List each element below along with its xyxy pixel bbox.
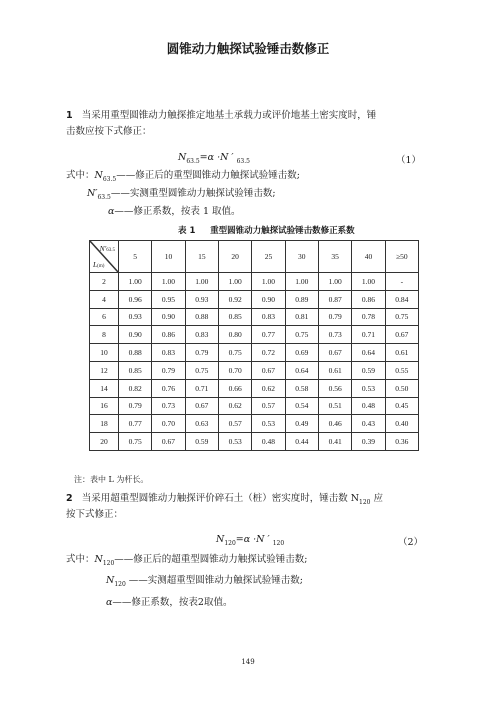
table-caption: 表 1 重型圆锥动力触探试验锤击数修正系数 bbox=[178, 226, 355, 236]
equation-number-1: （1） bbox=[396, 155, 422, 166]
coefficient-cell: 0.53 bbox=[352, 379, 385, 397]
coefficient-cell: 0.43 bbox=[352, 415, 385, 433]
coefficient-cell: 0.75 bbox=[218, 344, 251, 362]
coefficient-cell: 1.00 bbox=[152, 273, 185, 291]
table-row bbox=[90, 273, 419, 291]
coefficient-cell: 1.00 bbox=[318, 273, 351, 291]
coefficient-cell: 0.55 bbox=[385, 361, 418, 379]
formula-1: $N_{63.5}=\alpha \cdot N$ ′ $_{63.5}$ bbox=[178, 152, 250, 165]
table-row bbox=[90, 344, 419, 362]
column-header: 20 bbox=[218, 241, 251, 273]
coefficient-cell: 0.90 bbox=[252, 290, 285, 308]
rod-length-cell: 10 bbox=[90, 344, 119, 362]
coefficient-cell: 0.49 bbox=[285, 415, 318, 433]
column-header: 10 bbox=[152, 241, 185, 273]
section-1-number: 1 bbox=[66, 110, 73, 121]
table-row bbox=[90, 326, 419, 344]
coefficient-cell: 0.61 bbox=[318, 361, 351, 379]
coefficient-cell: 0.70 bbox=[152, 415, 185, 433]
page-title: 圆锥动力触探试验锤击数修正 bbox=[166, 41, 330, 56]
coefficient-cell: 0.93 bbox=[119, 308, 152, 326]
table-row bbox=[90, 290, 419, 308]
coefficient-cell: 0.83 bbox=[185, 326, 218, 344]
section-2-line-1: 2 当采用超重型圆锥动力触探评价碎石土（桩）密实度时，锤击数 $N_{120}$ 应 bbox=[66, 493, 384, 506]
coefficient-cell: 0.92 bbox=[218, 290, 251, 308]
coefficient-cell: 0.54 bbox=[285, 397, 318, 415]
rod-length-cell: 4 bbox=[90, 290, 119, 308]
coefficient-cell: 0.79 bbox=[152, 361, 185, 379]
coefficient-cell: 0.59 bbox=[352, 361, 385, 379]
rod-length-cell: 2 bbox=[90, 273, 119, 291]
coefficient-cell: 0.58 bbox=[285, 379, 318, 397]
coefficient-cell: 0.86 bbox=[152, 326, 185, 344]
rod-length-cell: 12 bbox=[90, 361, 119, 379]
coefficient-cell: 0.83 bbox=[152, 344, 185, 362]
table-row bbox=[90, 397, 419, 415]
coefficient-cell: 0.46 bbox=[318, 415, 351, 433]
table-row bbox=[90, 379, 419, 397]
rod-length-cell: 16 bbox=[90, 397, 119, 415]
coefficient-cell: 0.67 bbox=[385, 326, 418, 344]
coefficient-cell: 0.40 bbox=[385, 415, 418, 433]
coefficient-cell: 0.45 bbox=[385, 397, 418, 415]
coefficient-cell: 1.00 bbox=[218, 273, 251, 291]
coefficient-cell: 0.67 bbox=[252, 361, 285, 379]
correction-coefficient-table bbox=[89, 240, 419, 451]
coefficient-cell: 1.00 bbox=[185, 273, 218, 291]
coefficient-cell: 1.00 bbox=[119, 273, 152, 291]
section-2-number: 2 bbox=[66, 493, 73, 504]
coefficient-cell: 0.70 bbox=[218, 361, 251, 379]
section-1-line-2: 击数应按下式修正： bbox=[66, 126, 152, 137]
coefficient-cell: 0.76 bbox=[152, 379, 185, 397]
coefficient-cell: 0.96 bbox=[119, 290, 152, 308]
coefficient-cell: 0.67 bbox=[185, 397, 218, 415]
coefficient-cell: 0.57 bbox=[218, 415, 251, 433]
coefficient-cell: 0.72 bbox=[252, 344, 285, 362]
coefficient-cell: 0.85 bbox=[119, 361, 152, 379]
coefficient-cell: 0.77 bbox=[252, 326, 285, 344]
coefficient-cell: 0.88 bbox=[119, 344, 152, 362]
section-2-line-2: 按下式修正： bbox=[66, 509, 124, 520]
rod-length-cell: 18 bbox=[90, 415, 119, 433]
coefficient-cell: 0.80 bbox=[218, 326, 251, 344]
coefficient-cell: - bbox=[385, 273, 418, 291]
table-row bbox=[90, 308, 419, 326]
section-1-line-1: 1 当采用重型圆锥动力触探推定地基土承载力或评价地基土密实度时，锤 bbox=[66, 110, 377, 121]
coefficient-cell: 0.48 bbox=[252, 433, 285, 451]
coefficient-cell: 0.79 bbox=[185, 344, 218, 362]
coefficient-cell: 0.95 bbox=[152, 290, 185, 308]
coefficient-cell: 0.90 bbox=[152, 308, 185, 326]
coefficient-cell: 0.93 bbox=[185, 290, 218, 308]
table-header-row bbox=[90, 241, 419, 273]
coefficient-cell: 0.79 bbox=[318, 308, 351, 326]
column-header: 40 bbox=[352, 241, 385, 273]
coefficient-cell: 0.87 bbox=[318, 290, 351, 308]
header-l-label: L(m) bbox=[93, 260, 105, 269]
column-header: ≥50 bbox=[385, 241, 418, 273]
definition-n635-prime: $N'_{63.5}——$实测重型圆锥动力触探试验锤击数; bbox=[87, 188, 276, 201]
coefficient-cell: 0.59 bbox=[185, 433, 218, 451]
coefficient-cell: 0.57 bbox=[252, 397, 285, 415]
coefficient-cell: 0.73 bbox=[318, 326, 351, 344]
coefficient-cell: 0.50 bbox=[385, 379, 418, 397]
rod-length-cell: 14 bbox=[90, 379, 119, 397]
coefficient-cell: 0.75 bbox=[285, 326, 318, 344]
page-number: 149 bbox=[241, 658, 255, 666]
coefficient-cell: 0.67 bbox=[152, 433, 185, 451]
coefficient-cell: 0.89 bbox=[285, 290, 318, 308]
formula-2: $N_{120}=\alpha \cdot N$ ′ $_{120}$ bbox=[216, 534, 285, 547]
coefficient-cell: 0.71 bbox=[352, 326, 385, 344]
coefficient-cell: 0.67 bbox=[318, 344, 351, 362]
column-header: 30 bbox=[285, 241, 318, 273]
header-n-label: N′63.5 bbox=[99, 244, 115, 253]
column-header: 5 bbox=[119, 241, 152, 273]
definition-alpha-2: α——修正系数，按表2取值。 bbox=[106, 597, 233, 608]
column-header: 35 bbox=[318, 241, 351, 273]
coefficient-cell: 0.83 bbox=[252, 308, 285, 326]
table-row bbox=[90, 433, 419, 451]
coefficient-cell: 0.51 bbox=[318, 397, 351, 415]
coefficient-cell: 0.62 bbox=[252, 379, 285, 397]
rod-length-cell: 8 bbox=[90, 326, 119, 344]
table-note: 注：表中 L 为杆长。 bbox=[74, 475, 149, 484]
coefficient-cell: 0.63 bbox=[185, 415, 218, 433]
coefficient-cell: 0.85 bbox=[218, 308, 251, 326]
coefficient-cell: 0.69 bbox=[285, 344, 318, 362]
coefficient-cell: 0.39 bbox=[352, 433, 385, 451]
coefficient-cell: 0.81 bbox=[285, 308, 318, 326]
coefficient-cell: 0.71 bbox=[185, 379, 218, 397]
definition-n120: 式中：$N_{120}——$修正后的超重型圆锥动力触探试验锤击数; bbox=[66, 554, 308, 567]
coefficient-cell: 0.79 bbox=[119, 397, 152, 415]
rod-length-cell: 20 bbox=[90, 433, 119, 451]
coefficient-cell: 0.48 bbox=[352, 397, 385, 415]
coefficient-cell: 0.82 bbox=[119, 379, 152, 397]
coefficient-cell: 0.78 bbox=[352, 308, 385, 326]
definition-n635: 式中：$N_{63.5}——$修正后的重型圆锥动力触探试验锤击数; bbox=[66, 170, 300, 183]
coefficient-cell: 0.53 bbox=[252, 415, 285, 433]
coefficient-cell: 0.41 bbox=[318, 433, 351, 451]
equation-number-2: （2） bbox=[398, 537, 424, 548]
coefficient-cell: 0.61 bbox=[385, 344, 418, 362]
coefficient-cell: 0.73 bbox=[152, 397, 185, 415]
coefficient-cell: 1.00 bbox=[285, 273, 318, 291]
coefficient-cell: 0.64 bbox=[352, 344, 385, 362]
coefficient-cell: 0.62 bbox=[218, 397, 251, 415]
coefficient-cell: 0.44 bbox=[285, 433, 318, 451]
coefficient-cell: 0.66 bbox=[218, 379, 251, 397]
coefficient-cell: 0.56 bbox=[318, 379, 351, 397]
coefficient-cell: 0.75 bbox=[185, 361, 218, 379]
coefficient-cell: 0.84 bbox=[385, 290, 418, 308]
coefficient-cell: 0.64 bbox=[285, 361, 318, 379]
diagonal-header-cell bbox=[90, 241, 119, 273]
table-row bbox=[90, 361, 419, 379]
coefficient-cell: 0.86 bbox=[352, 290, 385, 308]
coefficient-cell: 0.53 bbox=[218, 433, 251, 451]
coefficient-cell: 1.00 bbox=[352, 273, 385, 291]
column-header: 25 bbox=[252, 241, 285, 273]
coefficient-cell: 0.77 bbox=[119, 415, 152, 433]
column-header: 15 bbox=[185, 241, 218, 273]
coefficient-cell: 0.75 bbox=[385, 308, 418, 326]
coefficient-cell: 0.88 bbox=[185, 308, 218, 326]
rod-length-cell: 6 bbox=[90, 308, 119, 326]
coefficient-cell: 1.00 bbox=[252, 273, 285, 291]
coefficient-cell: 0.90 bbox=[119, 326, 152, 344]
definition-n120-measured: $N_{120}$ ——实测超重型圆锥动力触探试验锤击数; bbox=[106, 575, 303, 588]
coefficient-cell: 0.36 bbox=[385, 433, 418, 451]
definition-alpha-1: α——修正系数，按表 1 取值。 bbox=[108, 206, 241, 217]
table-row bbox=[90, 415, 419, 433]
coefficient-cell: 0.75 bbox=[119, 433, 152, 451]
